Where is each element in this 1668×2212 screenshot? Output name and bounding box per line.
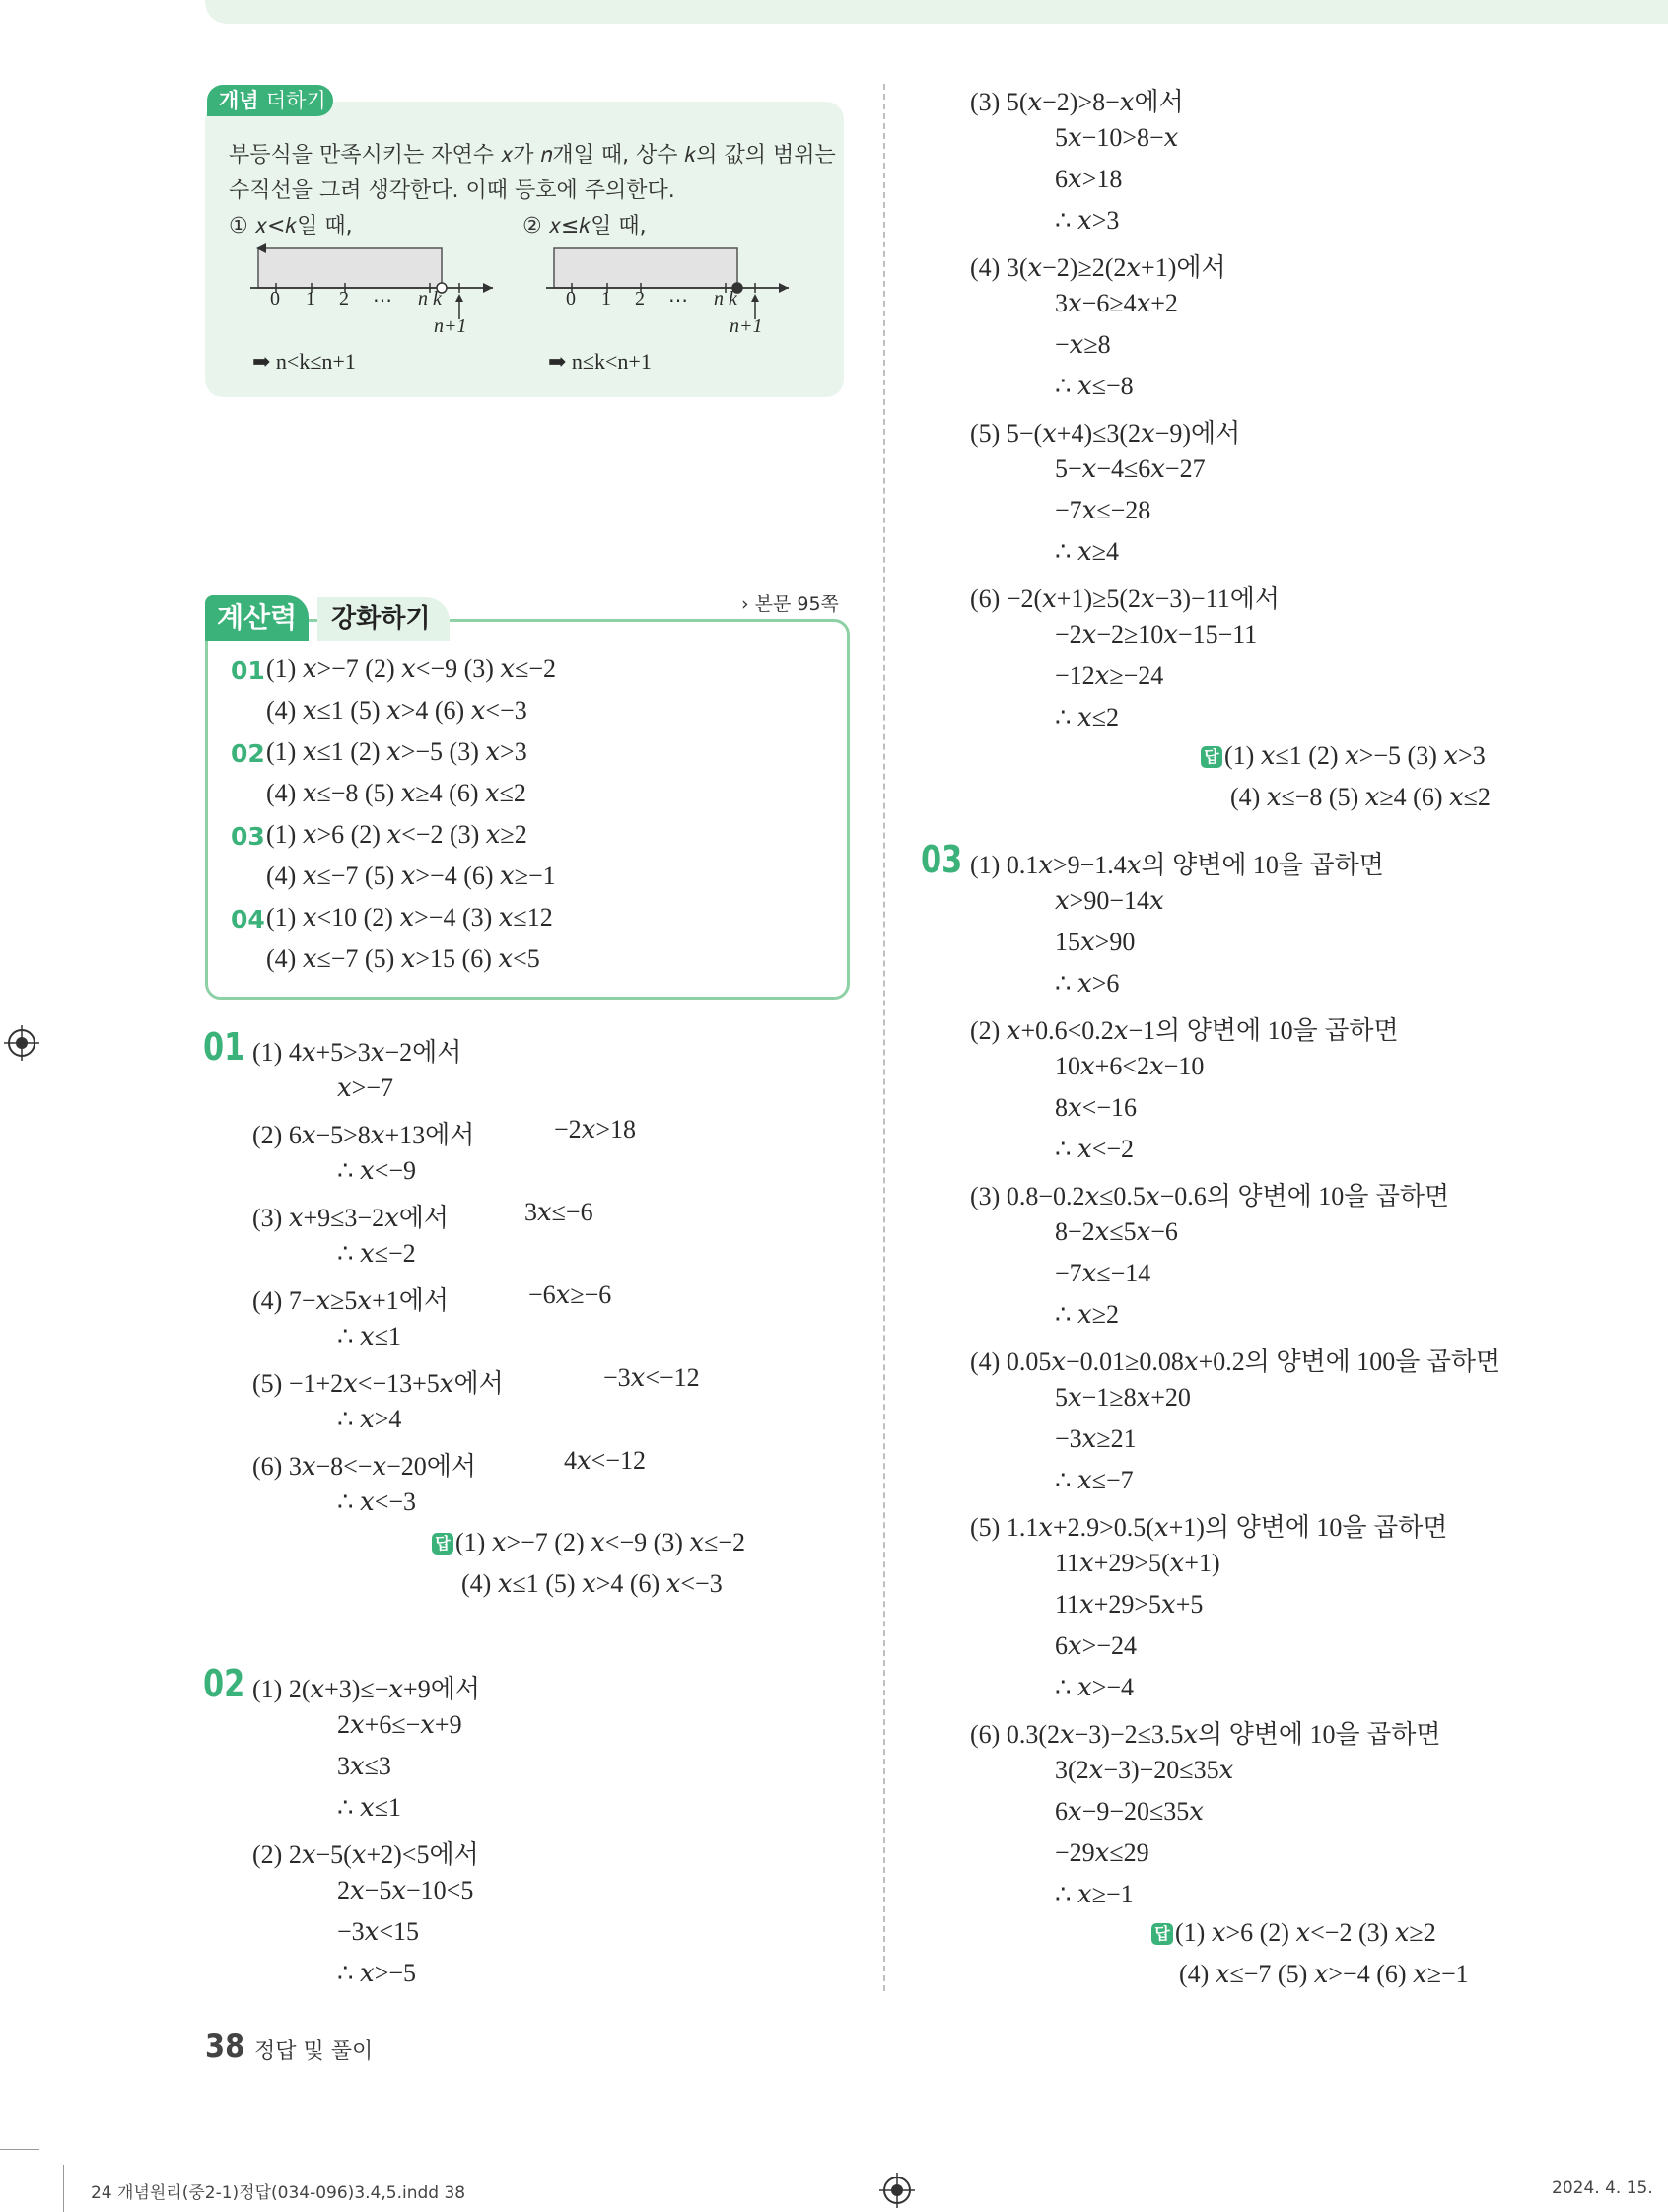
solution-line: (6) 0.3(2𝑥−3)−2≤3.5𝑥의 양변에 10을 곱하면 <box>970 1720 1441 1749</box>
solution-line: (2) 2𝑥−5(𝑥+2)<5에서 <box>252 1840 479 1869</box>
top-decor-bar <box>205 0 1668 24</box>
solution-line: (1) 2(𝑥+3)≤−𝑥+9에서 <box>252 1675 480 1703</box>
concept-case2-label: ② 𝑥≤𝑘일 때, <box>522 214 647 239</box>
solution-line: (4) 7−𝑥≥5𝑥+1에서 <box>252 1286 449 1315</box>
nl2-tick-1: 1 <box>601 288 611 310</box>
solution-line: 4𝑥<−12 <box>564 1446 646 1475</box>
solution-line: 𝑥>−7 <box>337 1073 393 1102</box>
print-date: 2024. 4. 15. <box>1552 2178 1653 2198</box>
solution-line: (2) 𝑥+0.6<0.2𝑥−1의 양변에 10을 곱하면 <box>970 1016 1399 1045</box>
nl1-tick-dots: ⋯ <box>373 290 392 311</box>
solution-line: (3) 5(𝑥−2)>8−𝑥에서 <box>970 88 1184 116</box>
concept-tag-bold: 개념 <box>219 89 259 112</box>
solution-line: 10𝑥+6<2𝑥−10 <box>1055 1052 1205 1080</box>
answer-badge: 답 <box>1201 746 1222 768</box>
calc-group-line: (1) 𝑥<10 (2) 𝑥>−4 (3) 𝑥≤12 <box>266 903 553 932</box>
solution-line: (5) 1.1𝑥+2.9>0.5(𝑥+1)의 양변에 10을 곱하면 <box>970 1513 1448 1542</box>
answer-line: (4) 𝑥≤−8 (5) 𝑥≥4 (6) 𝑥≤2 <box>1230 783 1491 811</box>
solution-line: 2𝑥+6≤−𝑥+9 <box>337 1710 462 1739</box>
section-number: 02 <box>203 1662 245 1705</box>
calc-group-line: (1) 𝑥≤1 (2) 𝑥>−5 (3) 𝑥>3 <box>266 737 527 766</box>
solution-line: ∴ 𝑥<−3 <box>337 1487 417 1516</box>
solution-line: −29𝑥≤29 <box>1055 1838 1149 1867</box>
calc-group-num: 04 <box>231 905 265 933</box>
solution-line: (4) 0.05𝑥−0.01≥0.08𝑥+0.2의 양변에 100을 곱하면 <box>970 1348 1501 1376</box>
nl1-tick-2: 2 <box>339 288 349 310</box>
answer-text: (1) 𝑥>6 (2) 𝑥<−2 (3) 𝑥≥2 <box>1175 1918 1436 1947</box>
solution-line: −2𝑥−2≥10𝑥−15−11 <box>1055 620 1258 649</box>
nl1-tick-1: 1 <box>306 288 315 310</box>
calc-group-line: (4) 𝑥≤−7 (5) 𝑥>−4 (6) 𝑥≥−1 <box>266 862 556 890</box>
concept-tag-light: 더하기 <box>265 89 326 112</box>
solution-line: (3) 𝑥+9≤3−2𝑥에서 <box>252 1204 449 1232</box>
nl2-tick-2: 2 <box>635 288 645 310</box>
solution-line: 6𝑥>18 <box>1055 165 1123 193</box>
solution-line: ∴ 𝑥≤1 <box>337 1793 401 1822</box>
solution-line: −𝑥≥8 <box>1055 330 1111 359</box>
section-number: 01 <box>203 1025 245 1069</box>
solution-line: 11𝑥+29>5𝑥+5 <box>1055 1590 1204 1619</box>
solution-line: −2𝑥>18 <box>554 1115 636 1143</box>
solution-line: ∴ 𝑥>4 <box>337 1405 402 1433</box>
crop-line <box>63 2165 64 2212</box>
solution-line: −6𝑥≥−6 <box>528 1280 612 1309</box>
solution-line: ∴ 𝑥≤−2 <box>337 1239 416 1268</box>
solution-line: ∴ 𝑥>6 <box>1055 969 1120 998</box>
solution-line: ∴ 𝑥≤2 <box>1055 703 1119 731</box>
solution-line: 5𝑥−1≥8𝑥+20 <box>1055 1383 1191 1412</box>
solution-line: 2𝑥−5𝑥−10<5 <box>337 1876 474 1904</box>
solution-line: (5) 5−(𝑥+4)≤3(2𝑥−9)에서 <box>970 419 1241 448</box>
solution-line: 15𝑥>90 <box>1055 928 1136 956</box>
concept-line-2: 수직선을 그려 생각한다. 이때 등호에 주의한다. <box>229 178 675 203</box>
solution-line: −3𝑥≥21 <box>1055 1424 1137 1453</box>
solution-line: (1) 0.1𝑥>9−1.4𝑥의 양변에 10을 곱하면 <box>970 851 1384 879</box>
solution-line: −7𝑥≤−28 <box>1055 496 1151 524</box>
calc-group-line: (4) 𝑥≤1 (5) 𝑥>4 (6) 𝑥<−3 <box>266 696 527 725</box>
nl2-tick-0: 0 <box>566 288 576 310</box>
solution-line: 3𝑥≤−6 <box>524 1198 593 1226</box>
solution-line: (5) −1+2𝑥<−13+5𝑥에서 <box>252 1369 504 1398</box>
footer-label: 정답 및 풀이 <box>254 2039 374 2064</box>
concept-case1-label: ① 𝑥<𝑘일 때, <box>229 214 353 239</box>
answer-line: (4) 𝑥≤1 (5) 𝑥>4 (6) 𝑥<−3 <box>461 1569 723 1598</box>
nl1-tick-0: 0 <box>270 288 280 310</box>
solution-line: ∴ 𝑥<−9 <box>337 1156 417 1185</box>
solution-line: 5−𝑥−4≤6𝑥−27 <box>1055 454 1206 483</box>
answer-badge: 답 <box>1151 1923 1173 1945</box>
answer-text: (1) 𝑥>−7 (2) 𝑥<−9 (3) 𝑥≤−2 <box>455 1528 746 1556</box>
solution-line: ∴ 𝑥≤−8 <box>1055 372 1134 400</box>
solution-line: ∴ 𝑥>−4 <box>1055 1673 1135 1701</box>
solution-line: 3𝑥−6≥4𝑥+2 <box>1055 289 1178 317</box>
column-divider <box>883 84 885 1991</box>
answer-text: (1) 𝑥≤1 (2) 𝑥>−5 (3) 𝑥>3 <box>1224 741 1486 770</box>
answer-line <box>1151 1918 1436 1948</box>
calc-title: 계산력 <box>205 595 309 641</box>
answer-line: (4) 𝑥≤−7 (5) 𝑥>−4 (6) 𝑥≥−1 <box>1179 1960 1469 1988</box>
nl2-tick-nk: n k <box>714 288 737 310</box>
calc-group-num: 02 <box>231 739 265 768</box>
file-info: 24 개념원리(중2-1)정답(034-096)3.4,5.indd 38 <box>91 2183 466 2203</box>
solution-line: ∴ 𝑥>−5 <box>337 1959 417 1987</box>
solution-line: ∴ 𝑥≤−7 <box>1055 1466 1134 1494</box>
solution-line: 8𝑥<−16 <box>1055 1093 1137 1122</box>
nl1-tick-n1: n+1 <box>434 315 467 337</box>
registration-mark-icon <box>4 1025 39 1061</box>
solution-line: 3𝑥≤3 <box>337 1752 391 1780</box>
solution-line: −3𝑥<−12 <box>603 1363 700 1392</box>
solution-line: (6) 3𝑥−8<−𝑥−20에서 <box>252 1452 477 1481</box>
solution-line: ∴ 𝑥>3 <box>1055 206 1120 235</box>
calc-group-line: (1) 𝑥>−7 (2) 𝑥<−9 (3) 𝑥≤−2 <box>266 655 557 683</box>
registration-mark-icon <box>879 2173 915 2208</box>
solution-line: (2) 6𝑥−5>8𝑥+13에서 <box>252 1121 475 1149</box>
concept-case1-result: ➡ n<k≤n+1 <box>252 349 356 374</box>
solution-line: ∴ 𝑥≤1 <box>337 1322 401 1350</box>
concept-line-1: 부등식을 만족시키는 자연수 𝑥가 𝑛개일 때, 상수 𝑘의 값의 범위는 <box>229 143 836 168</box>
solution-line: 𝑥>90−14𝑥 <box>1055 886 1164 915</box>
calc-group-line: (4) 𝑥≤−7 (5) 𝑥>15 (6) 𝑥<5 <box>266 944 540 973</box>
solution-line: (3) 0.8−0.2𝑥≤0.5𝑥−0.6의 양변에 10을 곱하면 <box>970 1182 1450 1210</box>
section-number: 03 <box>921 838 963 881</box>
solution-line: ∴ 𝑥<−2 <box>1055 1135 1135 1163</box>
crop-line <box>0 2149 39 2150</box>
solution-line: −12𝑥≥−24 <box>1055 661 1164 690</box>
solution-line: ∴ 𝑥≥2 <box>1055 1300 1119 1329</box>
solution-line: ∴ 𝑥≥4 <box>1055 537 1119 566</box>
answer-badge: 답 <box>432 1533 453 1555</box>
nl1-tick-nk: n k <box>418 288 442 310</box>
solution-line: (6) −2(𝑥+1)≥5(2𝑥−3)−11에서 <box>970 585 1280 613</box>
answer-line <box>1201 741 1486 771</box>
solution-line: −3𝑥<15 <box>337 1917 419 1946</box>
nl2-tick-n1: n+1 <box>730 315 763 337</box>
calc-group-line: (1) 𝑥>6 (2) 𝑥<−2 (3) 𝑥≥2 <box>266 820 527 849</box>
nl2-tick-dots: ⋯ <box>668 290 688 311</box>
calc-group-num: 03 <box>231 822 265 851</box>
solution-line: 11𝑥+29>5(𝑥+1) <box>1055 1549 1220 1577</box>
solution-line: 5𝑥−10>8−𝑥 <box>1055 123 1179 152</box>
calc-group-num: 01 <box>231 657 265 685</box>
solution-line: 8−2𝑥≤5𝑥−6 <box>1055 1217 1178 1246</box>
solution-line: −7𝑥≤−14 <box>1055 1259 1151 1287</box>
calc-subtitle: 강화하기 <box>317 597 450 641</box>
solution-line: 6𝑥>−24 <box>1055 1631 1137 1660</box>
solution-line: ∴ 𝑥≥−1 <box>1055 1880 1134 1908</box>
solution-line: 6𝑥−9−20≤35𝑥 <box>1055 1797 1204 1826</box>
solution-line: (1) 4𝑥+5>3𝑥−2에서 <box>252 1038 462 1067</box>
page-reference: › 본문 95쪽 <box>741 593 839 615</box>
concept-case2-result: ➡ n≤k<n+1 <box>548 349 652 374</box>
calc-group-line: (4) 𝑥≤−8 (5) 𝑥≥4 (6) 𝑥≤2 <box>266 779 526 807</box>
concept-tag <box>207 85 333 116</box>
answer-line <box>432 1528 745 1557</box>
solution-line: (4) 3(𝑥−2)≥2(2𝑥+1)에서 <box>970 253 1226 282</box>
solution-line: 3(2𝑥−3)−20≤35𝑥 <box>1055 1756 1234 1784</box>
page-number: 38 <box>205 2027 245 2066</box>
